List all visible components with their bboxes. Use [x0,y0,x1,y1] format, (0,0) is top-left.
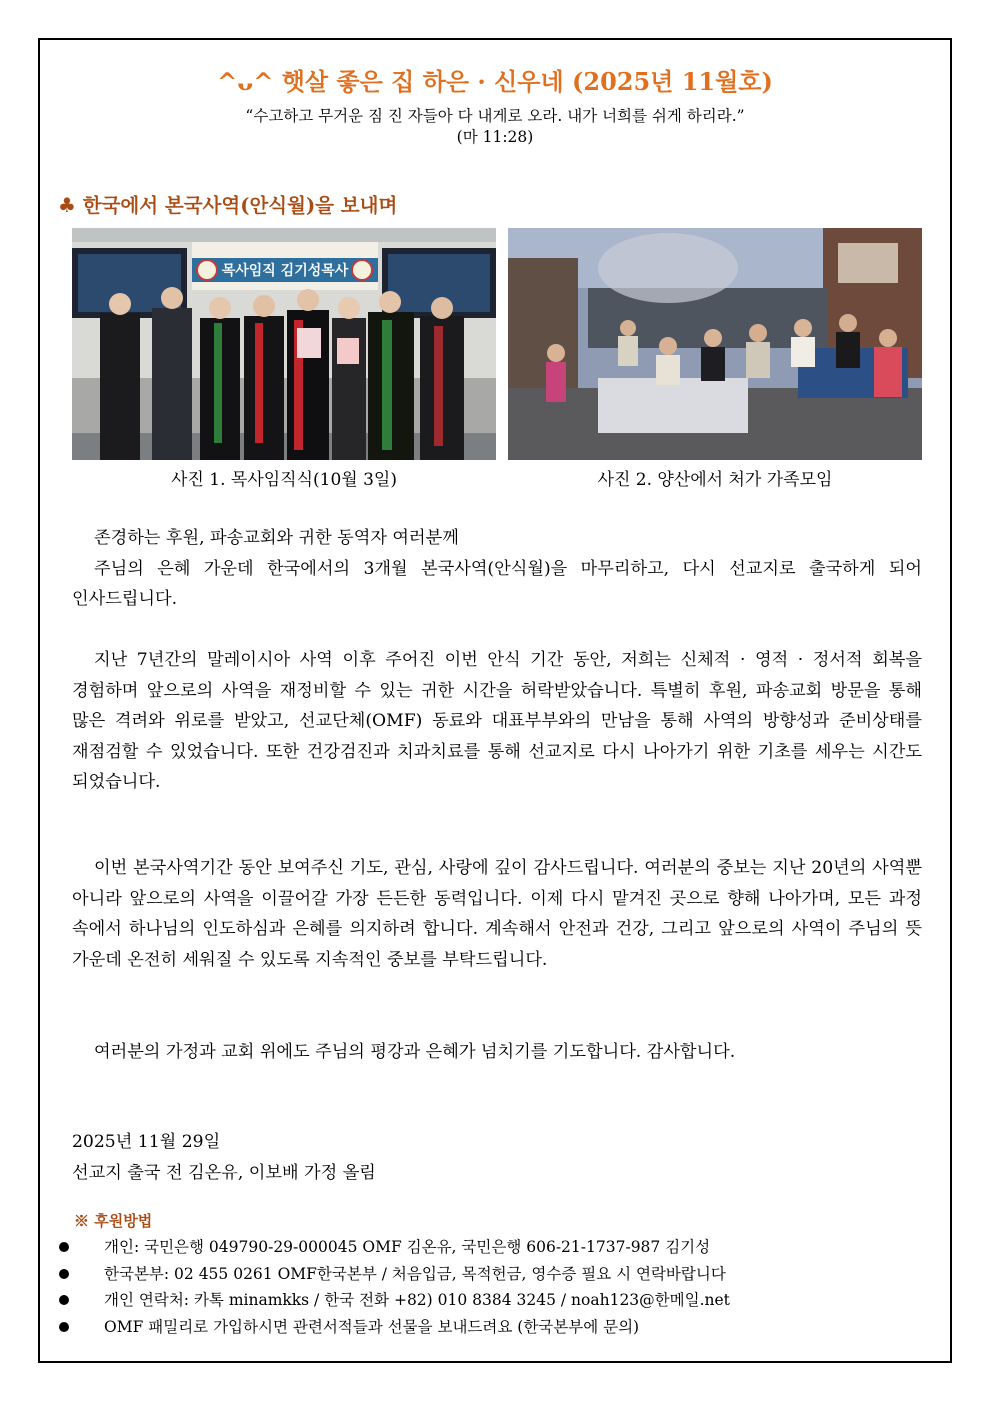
bullet-icon [59,1322,69,1332]
ceremony-banner-text: 목사임직 김기성목사 [221,263,349,279]
letter-signature: 선교지 출국 전 김온유, 이보배 가정 올림 [72,1163,376,1183]
bible-verse [40,106,950,148]
letter-paragraph-2: 지난 7년간의 말레이시아 사역 이후 주어진 이번 안식 기간 동안, 저희는 신체적 · 영적 · 정서적 회복을 경험하며 앞으로의 사역을 재정비할 수 있는 귀한 시간을 허락받았습니다. 특별히 후원, 파송교회 방문을 통해 많은 격려와 위로를 받았고, 선교단체(OMF) 동료와 대표부부와의 만남을 통해 사역의 방향성과 준비상태를 재점검할 수 있었습니다. 또한 건강검진과 치과치료를 통해 선교지로 다시 나아가기 위한 기초를 세우는 시간도 되었습니다. [72,650,922,793]
photo-caption-1: 사진 1. 목사임직식(10월 3일) [171,470,397,490]
support-item-contact: 개인 연락처: 카톡 minamkks / 한국 전화 +82) 010 8384 3245 / noah123@한메일.net [58,1287,730,1314]
letter-intro [72,523,922,615]
letter-paragraph-4-block [72,1037,922,1068]
letter-greeting: 존경하는 후원, 파송교회와 귀한 동역자 여러분께 [94,528,459,548]
newsletter-title: ^ᴗ^ 햇살 좋은 집 하은 · 신우네 (2025년 11월호) [217,67,773,96]
verse-reference: (마 11:28) [456,128,534,146]
bullet-icon [59,1295,69,1305]
letter-paragraph-4: 여러분의 가정과 교회 위에도 주님의 평강과 은혜가 넘치기를 기도합니다. 감사합니다. [94,1042,736,1062]
ordination-photo-graphic [72,228,496,460]
photo-caption-2: 사진 2. 양산에서 처가 가족모임 [597,470,833,490]
support-list [58,1234,730,1340]
bullet-icon [59,1269,69,1279]
bullet-icon [59,1242,69,1252]
support-heading: ※ 후원방법 [74,1212,153,1230]
support-item-headquarters: 한국본부: 02 455 0261 OMF한국본부 / 처음입금, 목적헌금, 영수증 필요 시 연락바랍니다 [58,1261,730,1288]
letter-paragraph-3: 이번 본국사역기간 동안 보여주신 기도, 관심, 사랑에 깊이 감사드립니다. 여러분의 중보는 지난 20년의 사역뿐 아니라 앞으로의 사역을 이끌어갈 가장 든든한 동력입니다. 이제 다시 맡겨진 곳으로 향해 나아가며, 모든 과정 속에서 하나님의 인도하심과 은혜를 의지하려 합니다. 계속해서 안전과 건강, 그리고 앞으로의 사역이 주님의 뜻 가운데 온전히 세워질 수 있도록 지속적인 중보를 부탁드립니다. [72,858,922,970]
section-heading-text: 한국에서 본국사역(안식월)을 보내며 [82,194,398,217]
support-item-omf-family: OMF 패밀리로 가입하시면 관련서적들과 선물을 보내드려요 (한국본부에 문의) [58,1314,730,1341]
photo-ordination [72,228,496,460]
letter-date: 2025년 11월 29일 [72,1132,221,1152]
section-heading [58,190,397,218]
letter-paragraph-1: 주님의 은혜 가운데 한국에서의 3개월 본국사역(안식월)을 마무리하고, 다시 선교지로 출국하게 되어 인사드립니다. [72,558,922,610]
newsletter-frame [38,38,952,1363]
verse-text: “수고하고 무거운 짐 진 자들아 다 내게로 오라. 내가 너희를 쉬게 하리라.” [245,107,745,125]
club-icon: ♣ [58,193,76,217]
letter-paragraph-3-block [72,853,922,975]
letter-paragraph-2-block [72,645,922,798]
family-photo-graphic [508,228,922,460]
photo-family-gathering [508,228,922,460]
support-item-personal: 개인: 국민은행 049790-29-000045 OMF 김온유, 국민은행 606-21-1737-987 김기성 [58,1234,730,1261]
